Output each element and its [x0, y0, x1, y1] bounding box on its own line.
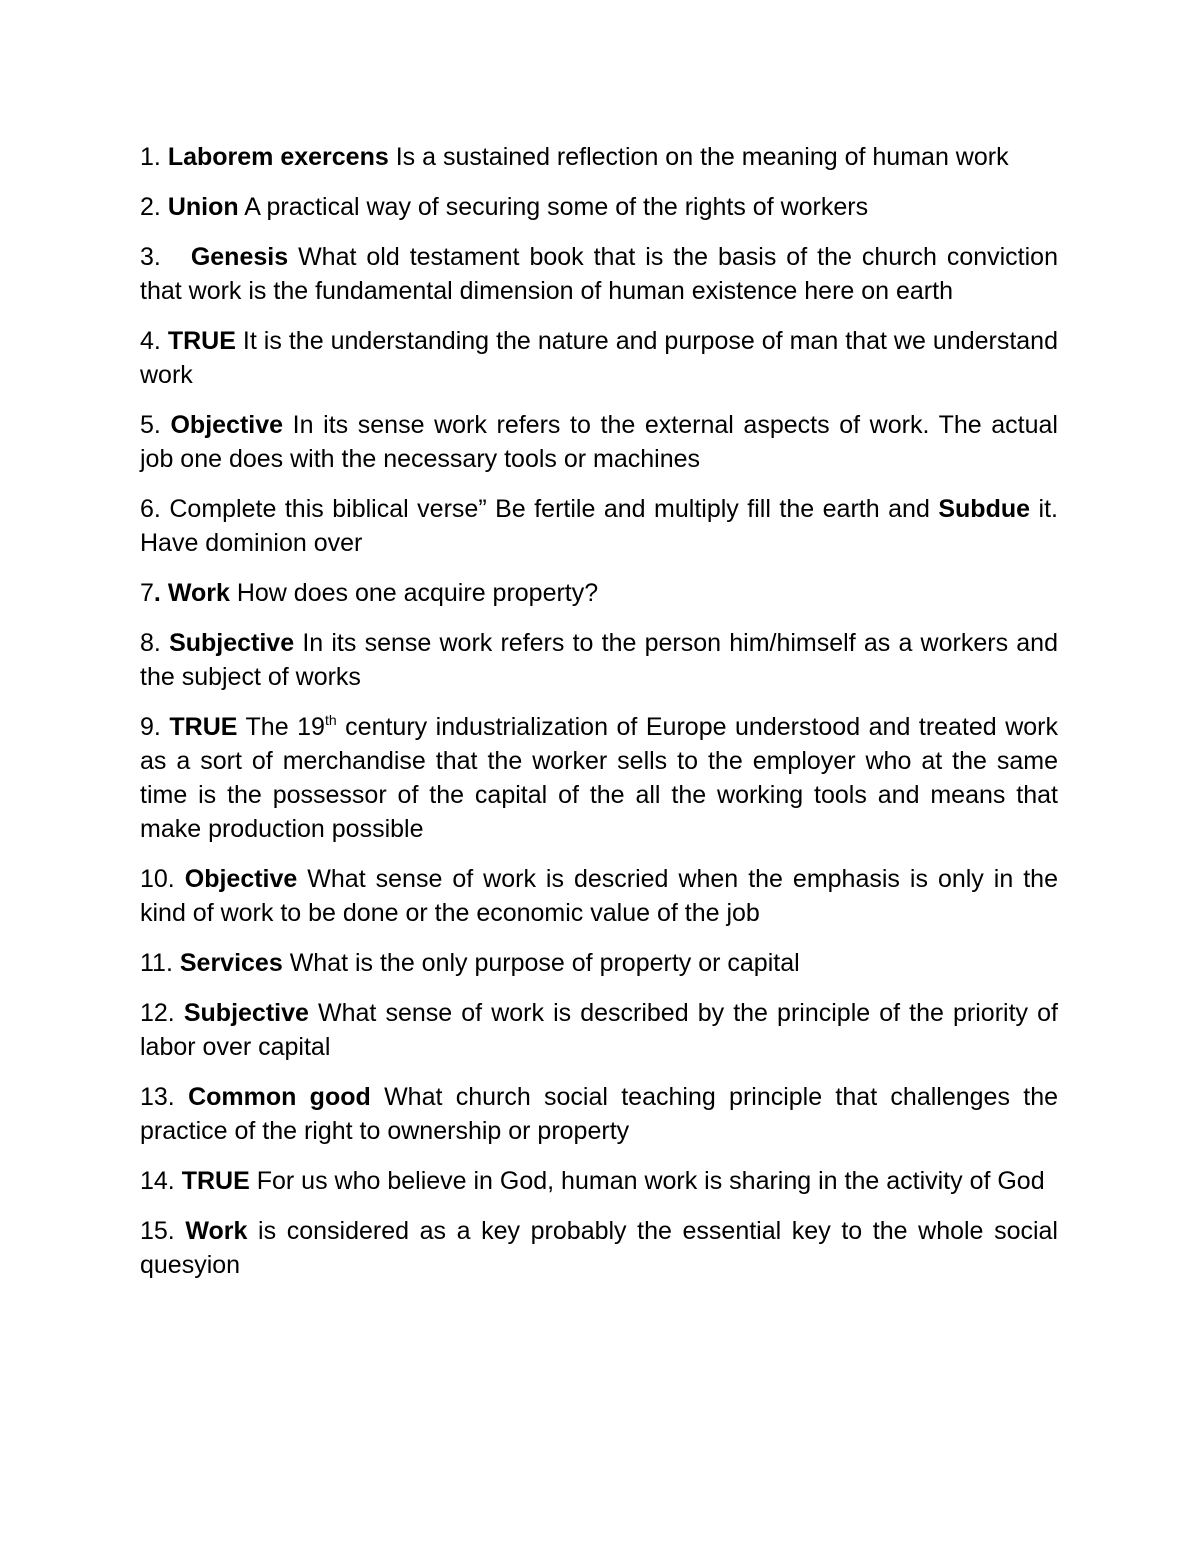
item-answer: Work: [185, 1217, 248, 1245]
list-item: [140, 1214, 1058, 1282]
item-text: How does one acquire property?: [236, 579, 599, 607]
item-answer: Union: [167, 193, 239, 221]
item-prefix-text: Complete this biblical verse” Be fertile and multiply fill the earth and: [169, 495, 930, 523]
item-number: 7: [140, 579, 154, 607]
list-item: [140, 576, 1058, 610]
list-item: [140, 240, 1058, 308]
item-answer: Objective: [170, 411, 284, 439]
item-number: 11.: [140, 949, 173, 977]
item-answer: Services: [179, 949, 283, 977]
list-item: [140, 710, 1058, 846]
list-item: [140, 1164, 1058, 1198]
item-answer: Objective: [184, 865, 298, 893]
list-item: [140, 946, 1058, 980]
list-item: [140, 996, 1058, 1064]
item-answer: TRUE: [167, 327, 236, 355]
item-text: is considered as a key probably the essential key to the whole social quesyion: [140, 1217, 1058, 1279]
list-item: [140, 492, 1058, 560]
item-number: 3.: [140, 243, 161, 271]
item-answer: TRUE: [169, 713, 238, 741]
item-answer: Subjective: [183, 999, 309, 1027]
item-number: 8.: [140, 629, 161, 657]
item-number: 13.: [140, 1083, 175, 1111]
item-text: Is a sustained reflection on the meaning of human work: [395, 143, 1009, 171]
item-number-period: .: [153, 579, 161, 607]
item-text: What is the only purpose of property or capital: [289, 949, 800, 977]
list-item: [140, 324, 1058, 392]
item-number: 9.: [140, 713, 161, 741]
document-page: [140, 140, 1058, 1298]
item-text: What sense of work is described by the principle of the priority of labor over capital: [140, 999, 1058, 1061]
item-answer: Genesis: [190, 243, 289, 271]
item-text-continued: century industrialization of Europe understood and treated work as a sort of merchandise that the worker sells to the employer who at the same time is the possessor of the capital of the all the working tools and means that make production possible: [140, 713, 1059, 843]
item-number: 10.: [140, 865, 175, 893]
item-superscript: th: [324, 712, 337, 728]
list-item: [140, 862, 1058, 930]
item-text: In its sense work refers to the person him/himself as a workers and the subject of works: [140, 629, 1058, 691]
item-number: 2.: [140, 193, 161, 221]
item-number: 1.: [140, 143, 161, 171]
item-answer: Laborem exercens: [167, 143, 389, 171]
item-number: 14.: [140, 1167, 175, 1195]
item-answer: Subjective: [169, 629, 295, 657]
list-item: [140, 140, 1058, 174]
item-answer: TRUE: [181, 1167, 250, 1195]
item-number: 6.: [140, 495, 161, 523]
item-number: 12.: [140, 999, 175, 1027]
list-item: [140, 408, 1058, 476]
item-text: In its sense work refers to the external aspects of work. The actual job one does with the necessary tools or machines: [140, 411, 1058, 473]
item-text: It is the understanding the nature and purpose of man that we understand work: [140, 327, 1058, 389]
item-text: The 19: [245, 713, 325, 741]
item-number: 5.: [140, 411, 161, 439]
list-item: [140, 1080, 1058, 1148]
list-item: [140, 190, 1058, 224]
list-item: [140, 626, 1058, 694]
item-text: What sense of work is descried when the emphasis is only in the kind of work to be done or the economic value of the job: [140, 865, 1058, 927]
item-text: For us who believe in God, human work is sharing in the activity of God: [256, 1167, 1045, 1195]
item-answer: Common good: [188, 1083, 371, 1111]
item-number: 4.: [140, 327, 161, 355]
item-text: A practical way of securing some of the rights of workers: [244, 193, 869, 221]
item-text: What old testament book that is the basis of the church conviction that work is the fundamental dimension of human existence here on earth: [140, 243, 1058, 305]
item-answer: Subdue: [938, 495, 1031, 523]
item-text: What church social teaching principle that challenges the practice of the right to ownership or property: [140, 1083, 1058, 1145]
item-text: it. Have dominion over: [140, 495, 1058, 557]
item-answer: Work: [167, 579, 230, 607]
item-number: 15.: [140, 1217, 175, 1245]
